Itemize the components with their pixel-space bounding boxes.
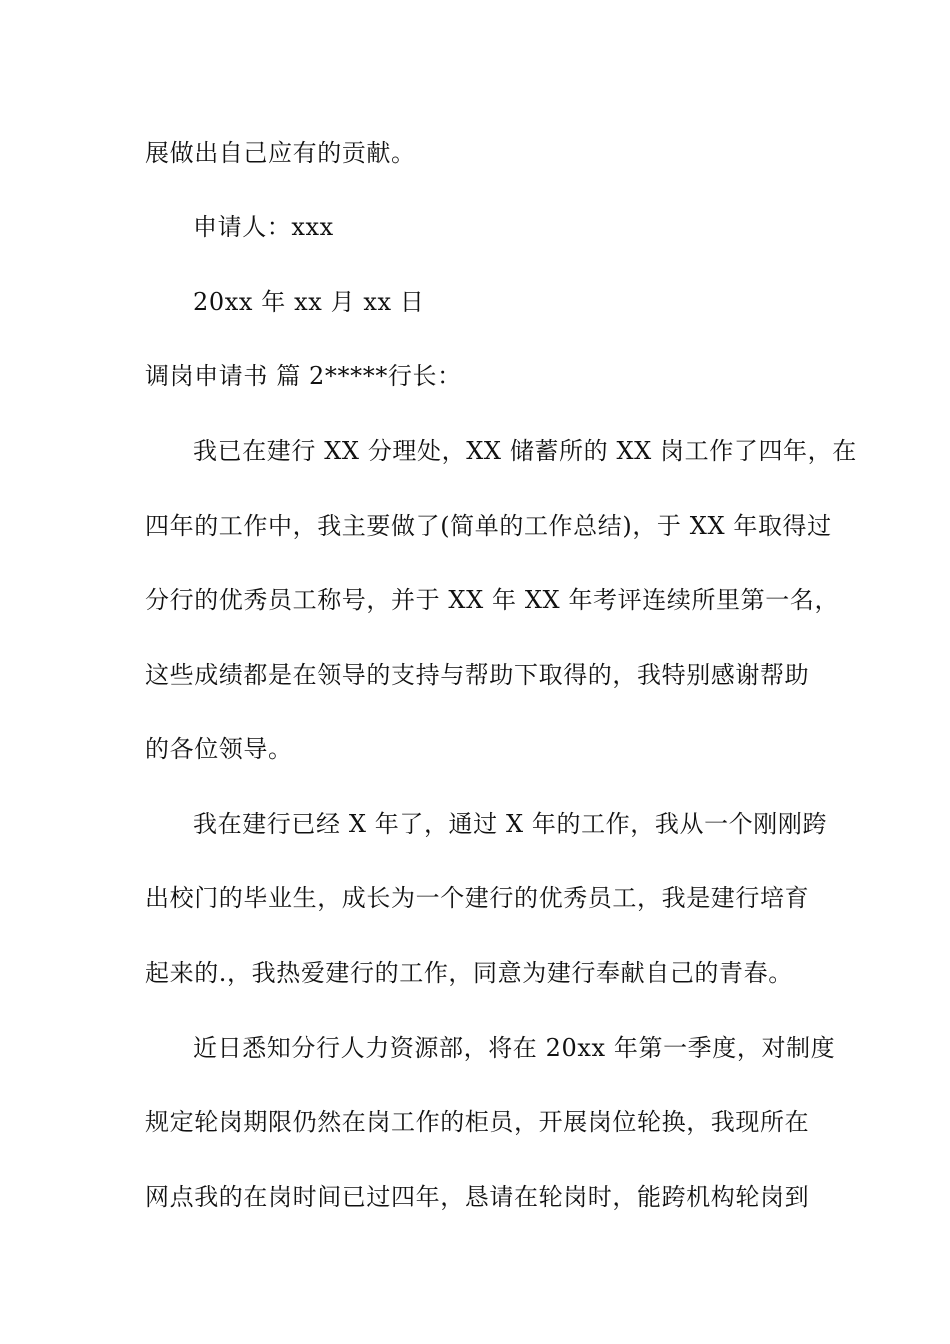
text-line: 展做出自己应有的贡献。: [145, 139, 416, 167]
text-line: 分行的优秀员工称号，并于 XX 年 XX 年考评连续所里第一名，: [145, 586, 840, 614]
text-line: 规定轮岗期限仍然在岗工作的柜员，开展岗位轮换，我现所在: [145, 1108, 810, 1136]
text-line: 起来的.，我热爱建行的工作，同意为建行奉献自己的青春。: [145, 959, 793, 987]
text-line: 这些成绩都是在领导的支持与帮助下取得的，我特别感谢帮助: [145, 661, 810, 689]
applicant-line: 申请人：xxx: [193, 213, 334, 241]
text-line: 网点我的在岗时间已过四年，恳请在轮岗时，能跨机构轮岗到: [145, 1183, 810, 1211]
text-line: 出校门的毕业生，成长为一个建行的优秀员工，我是建行培育: [145, 884, 810, 912]
text-line: 近日悉知分行人力资源部，将在 20xx 年第一季度，对制度: [193, 1034, 836, 1062]
section-heading: 调岗申请书 篇 2*****行长：: [145, 362, 462, 390]
text-line: 我在建行已经 X 年了，通过 X 年的工作，我从一个刚刚跨: [193, 810, 828, 838]
date-line: 20xx 年 xx 月 xx 日: [193, 288, 425, 316]
text-line: 四年的工作中，我主要做了(简单的工作总结)，于 XX 年取得过: [145, 512, 832, 540]
text-line: 我已在建行 XX 分理处，XX 储蓄所的 XX 岗工作了四年，在: [193, 437, 857, 465]
text-line: 的各位领导。: [145, 735, 293, 763]
